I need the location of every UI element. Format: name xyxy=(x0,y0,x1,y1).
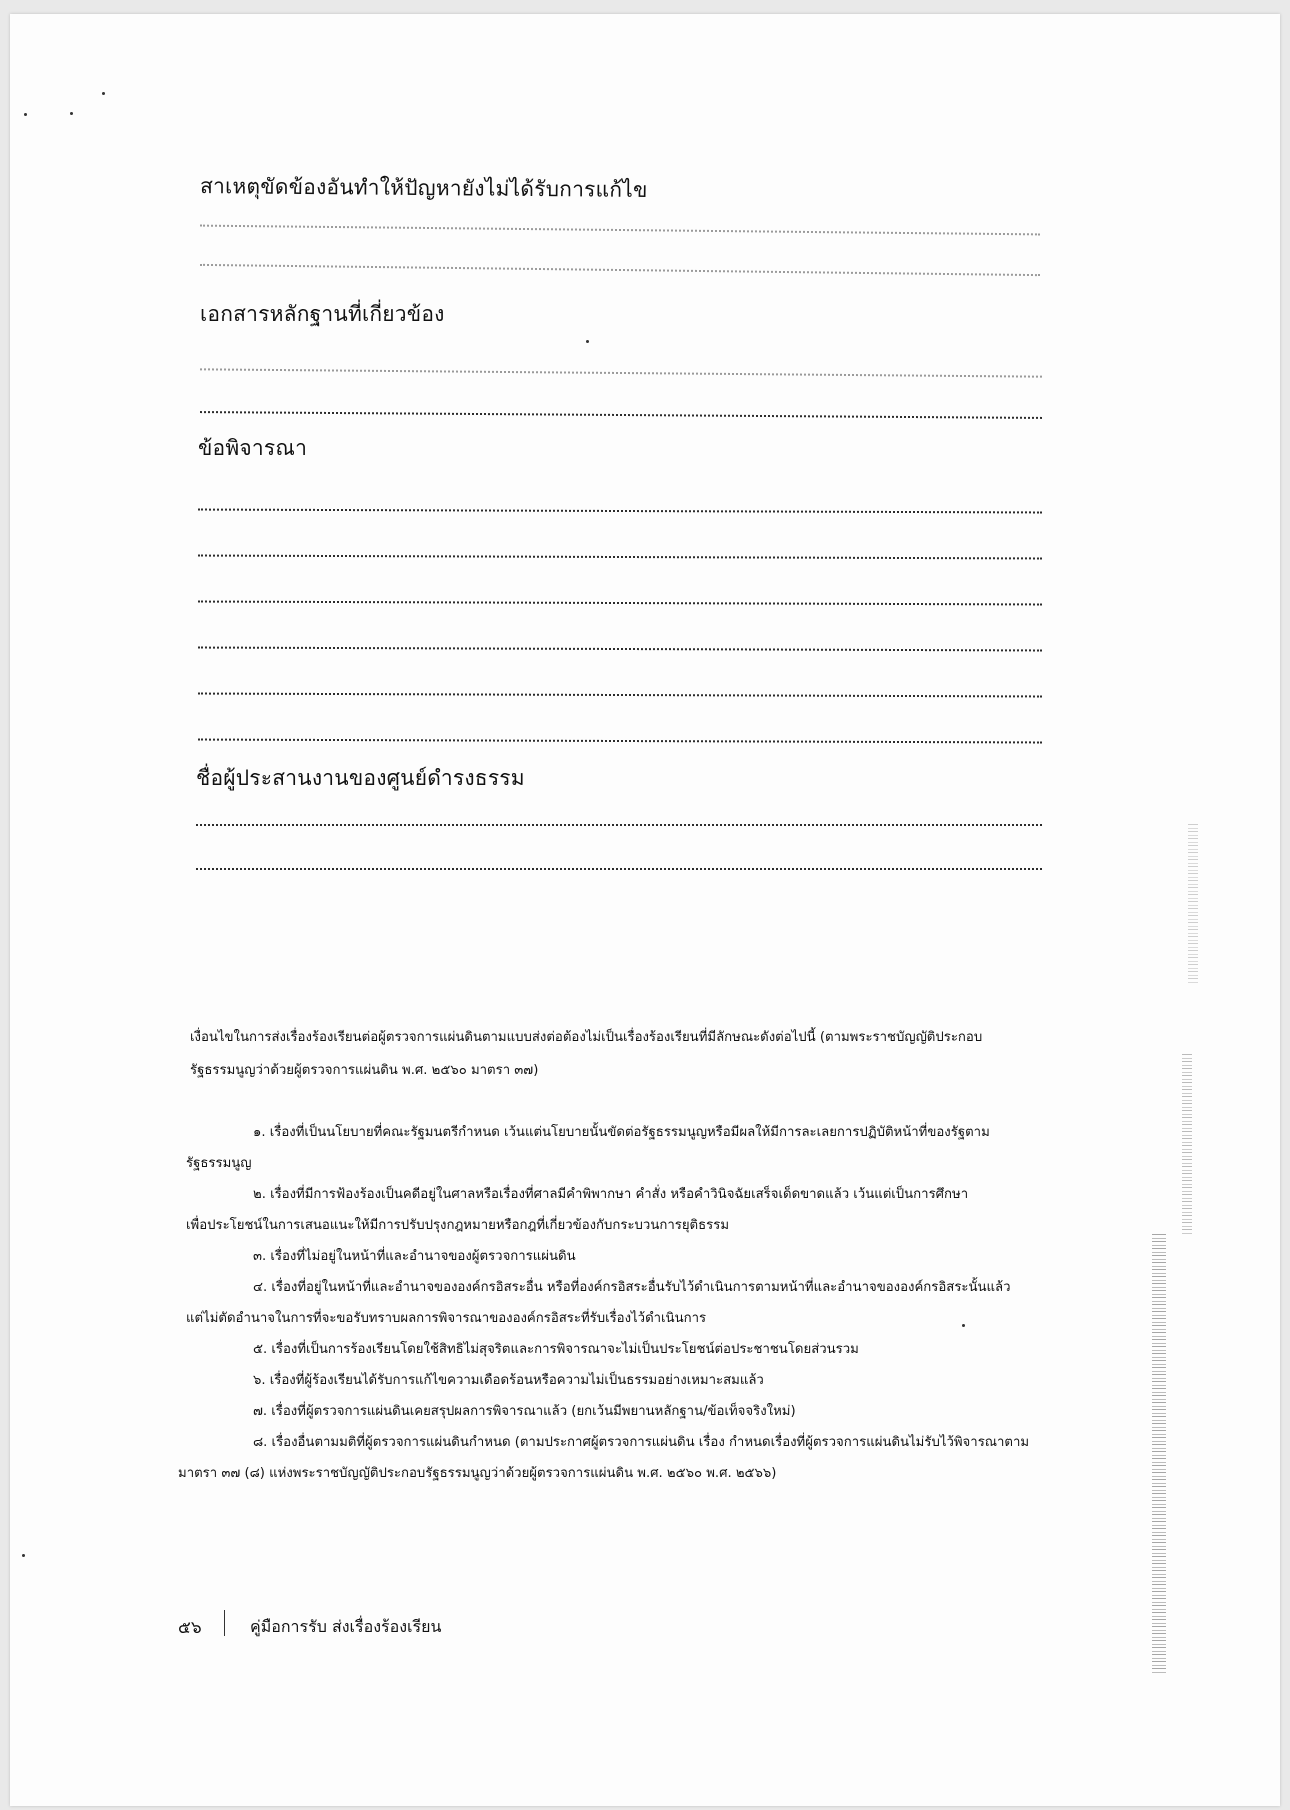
blank-line xyxy=(198,555,1042,560)
page-number: ๕๖ xyxy=(178,1618,202,1638)
condition-item-4-cont: แต่ไม่ตัดอำนาจในการที่จะขอรับทราบผลการพิจารณาขององค์กรอิสระที่รับเรื่องไว้ดำเนินการ xyxy=(186,1311,707,1326)
document-page xyxy=(10,14,1280,1806)
footer-divider xyxy=(224,1610,225,1636)
condition-item-4: ๔. เรื่องที่อยู่ในหน้าที่และอำนาจขององค์กรอิสระอื่น หรือที่องค์กรอิสระอื่นรับไว้ดำเนินการตามหน้าที่และอำนาจขององค์กรอิสระนั้นแล้ว xyxy=(253,1280,1011,1295)
scan-speck xyxy=(24,113,27,116)
blank-line xyxy=(200,368,1042,377)
blank-line xyxy=(200,411,1042,419)
condition-item-8: ๘. เรื่องอื่นตามมติที่ผู้ตรวจการแผ่นดินกำหนด (ตามประกาศผู้ตรวจการแผ่นดิน เรื่อง กำหนดเรื่องที่ผู้ตรวจการแผ่นดินไม่รับไว้พิจารณาตาม xyxy=(253,1435,1030,1450)
blank-line xyxy=(198,739,1042,744)
condition-item-6: ๖. เรื่องที่ผู้ร้องเรียนได้รับการแก้ไขความเดือดร้อนหรือความไม่เป็นธรรมอย่างเหมาะสมแล้ว xyxy=(253,1373,764,1388)
scan-edge-artifact xyxy=(1182,1054,1192,1234)
blank-line xyxy=(198,509,1042,514)
blank-line xyxy=(198,601,1042,606)
scan-speck xyxy=(22,1554,25,1557)
blank-line xyxy=(200,264,1040,276)
blank-line xyxy=(200,225,1040,236)
scan-speck xyxy=(102,92,105,95)
condition-item-7: ๗. เรื่องที่ผู้ตรวจการแผ่นดินเคยสรุปผลการพิจารณาแล้ว (ยกเว้นมีพยานหลักฐาน/ข้อเท็จจริงใหม่) xyxy=(253,1404,796,1419)
condition-item-3: ๓. เรื่องที่ไม่อยู่ในหน้าที่และอำนาจของผู้ตรวจการแผ่นดิน xyxy=(253,1249,576,1264)
conditions-intro-line-2: รัฐธรรมนูญว่าด้วยผู้ตรวจการแผ่นดิน พ.ศ. ๒๕๖๐ มาตรา ๓๗) xyxy=(190,1063,539,1078)
condition-item-1-cont: รัฐธรรมนูญ xyxy=(186,1156,252,1171)
condition-item-1: ๑. เรื่องที่เป็นนโยบายที่คณะรัฐมนตรีกำหนด เว้นแต่นโยบายนั้นขัดต่อรัฐธรรมนูญหรือมีผลให้มีการละเลยการปฏิบัติหน้าที่ของรัฐตาม xyxy=(253,1125,990,1140)
scan-edge-artifact xyxy=(1188,824,1198,984)
conditions-intro-line-1: เงื่อนไขในการส่งเรื่องร้องเรียนต่อผู้ตรวจการแผ่นดินตามแบบส่งต่อต้องไม่เป็นเรื่องร้องเรียนที่มีลักษณะดังต่อไปนี้ (ตามพระราชบัญญัติประกอบ xyxy=(190,1030,983,1045)
blank-line xyxy=(198,647,1042,652)
condition-item-5: ๕. เรื่องที่เป็นการร้องเรียนโดยใช้สิทธิไม่สุจริตและการพิจารณาจะไม่เป็นประโยชน์ต่อประชาชนโดยส่วนรวม xyxy=(253,1342,859,1357)
condition-item-2: ๒. เรื่องที่มีการฟ้องร้องเป็นคดีอยู่ในศาลหรือเรื่องที่ศาลมีคำพิพากษา คำสั่ง หรือคำวินิจฉัยเสร็จเด็ดขาดแล้ว เว้นแต่เป็นการศึกษา xyxy=(253,1187,969,1202)
section-heading-coordinator: ชื่อผู้ประสานงานของศูนย์ดำรงธรรม xyxy=(196,766,525,790)
scan-speck xyxy=(962,1324,965,1327)
section-heading-evidence: เอกสารหลักฐานที่เกี่ยวข้อง xyxy=(200,302,445,326)
blank-line xyxy=(196,868,1042,870)
footer-title: คู่มือการรับ ส่งเรื่องร้องเรียน xyxy=(250,1617,442,1636)
scan-speck xyxy=(586,340,589,343)
scan-edge-artifact xyxy=(1152,1234,1166,1674)
blank-line xyxy=(196,824,1042,826)
condition-item-8-cont: มาตรา ๓๗ (๘) แห่งพระราชบัญญัติประกอบรัฐธรรมนูญว่าด้วยผู้ตรวจการแผ่นดิน พ.ศ. ๒๕๖๐ พ.ศ. ๒๕๖๖) xyxy=(178,1466,777,1481)
section-heading-consideration: ข้อพิจารณา xyxy=(198,436,308,460)
scan-speck xyxy=(70,112,73,115)
blank-line xyxy=(198,693,1042,698)
section-heading-obstacles: สาเหตุขัดข้องอันทำให้ปัญหายังไม่ได้รับการแก้ไข xyxy=(199,174,648,202)
condition-item-2-cont: เพื่อประโยชน์ในการเสนอแนะให้มีการปรับปรุงกฎหมายหรือกฎที่เกี่ยวข้องกับกระบวนการยุติธรรม xyxy=(186,1218,730,1233)
